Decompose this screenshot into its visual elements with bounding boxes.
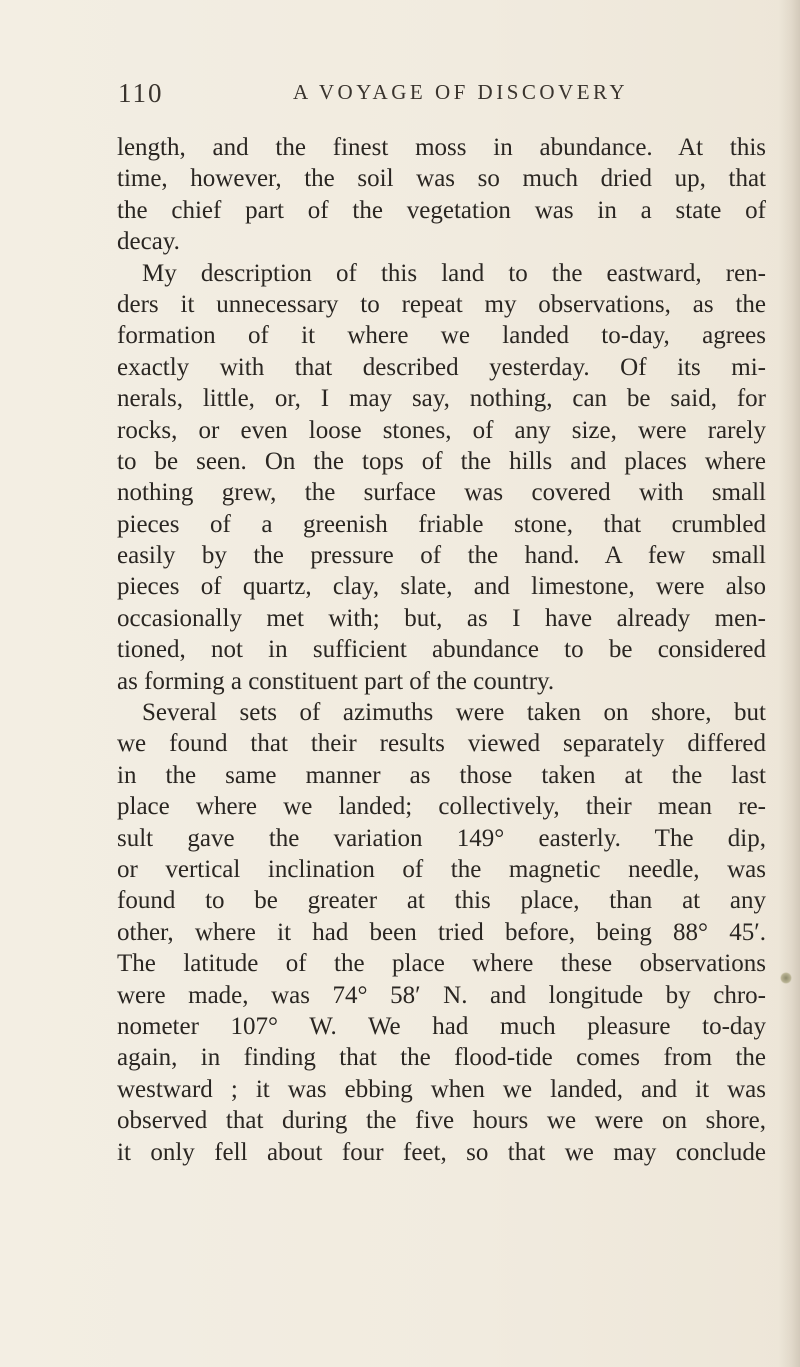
text-line: formation of it where we landed to-day, agrees: [117, 322, 766, 350]
text-line: My description of this land to the eastward, ren-: [142, 259, 766, 287]
text-line: in the same manner as those taken at the last: [117, 761, 766, 789]
text-line: place where we landed; collectively, their mean re-: [117, 793, 766, 821]
text-line: to be seen. On the tops of the hills and places where: [117, 447, 766, 475]
text-line: westward ; it was ebbing when we landed, and it was: [117, 1075, 766, 1103]
text-line: length, and the finest moss in abundance. At this: [117, 134, 766, 161]
text-line: found to be greater at this place, than at any: [117, 887, 766, 915]
text-line: again, in finding that the flood-tide comes from the: [117, 1044, 766, 1072]
text-line: nometer 107° W. We had much pleasure to-day: [117, 1012, 766, 1040]
text-line: we found that their results viewed separately differed: [117, 730, 766, 758]
text-line: ders it unnecessary to repeat my observations, as the: [117, 290, 766, 318]
text-line: were made, was 74° 58′ N. and longitude by chro-: [117, 981, 766, 1009]
text-line: exactly with that described yesterday. Of its mi-: [117, 353, 766, 381]
text-line: time, however, the soil was so much dried up, that: [117, 165, 766, 193]
text-line: as forming a constituent part of the country.: [117, 667, 555, 695]
text-line: Several sets of azimuths were taken on shore, but: [142, 699, 766, 727]
running-head-title: A VOYAGE OF DISCOVERY: [293, 80, 629, 104]
text-line: sult gave the variation 149° easterly. The dip,: [117, 824, 766, 852]
text-line: pieces of quartz, clay, slate, and limestone, were also: [117, 573, 766, 601]
text-line: rocks, or even loose stones, of any size, were rarely: [117, 416, 766, 444]
page-gutter-shadow: [778, 0, 800, 1367]
text-line: observed that during the five hours we were on shore,: [117, 1107, 766, 1135]
body-text: [117, 132, 766, 1168]
text-line: decay.: [117, 228, 180, 256]
text-line: easily by the pressure of the hand. A few small: [117, 542, 766, 570]
text-line: The latitude of the place where these observations: [117, 950, 766, 978]
text-line: nerals, little, or, I may say, nothing, can be said, for: [117, 385, 766, 413]
text-line: other, where it had been tried before, being 88° 45′.: [117, 918, 766, 946]
text-line: nothing grew, the surface was covered with small: [117, 479, 766, 507]
page-number: 110: [118, 78, 164, 108]
text-line: the chief part of the vegetation was in a state of: [117, 196, 766, 224]
text-line: pieces of a greenish friable stone, that crumbled: [117, 510, 766, 538]
running-head: [118, 78, 758, 114]
text-line: or vertical inclination of the magnetic needle, was: [117, 855, 766, 883]
text-line: tioned, not in sufficient abundance to be considered: [117, 636, 766, 664]
text-line: occasionally met with; but, as I have already men-: [117, 604, 766, 632]
text-line: it only fell about four feet, so that we may conclude: [117, 1138, 766, 1166]
paper-blemish: [780, 972, 792, 984]
